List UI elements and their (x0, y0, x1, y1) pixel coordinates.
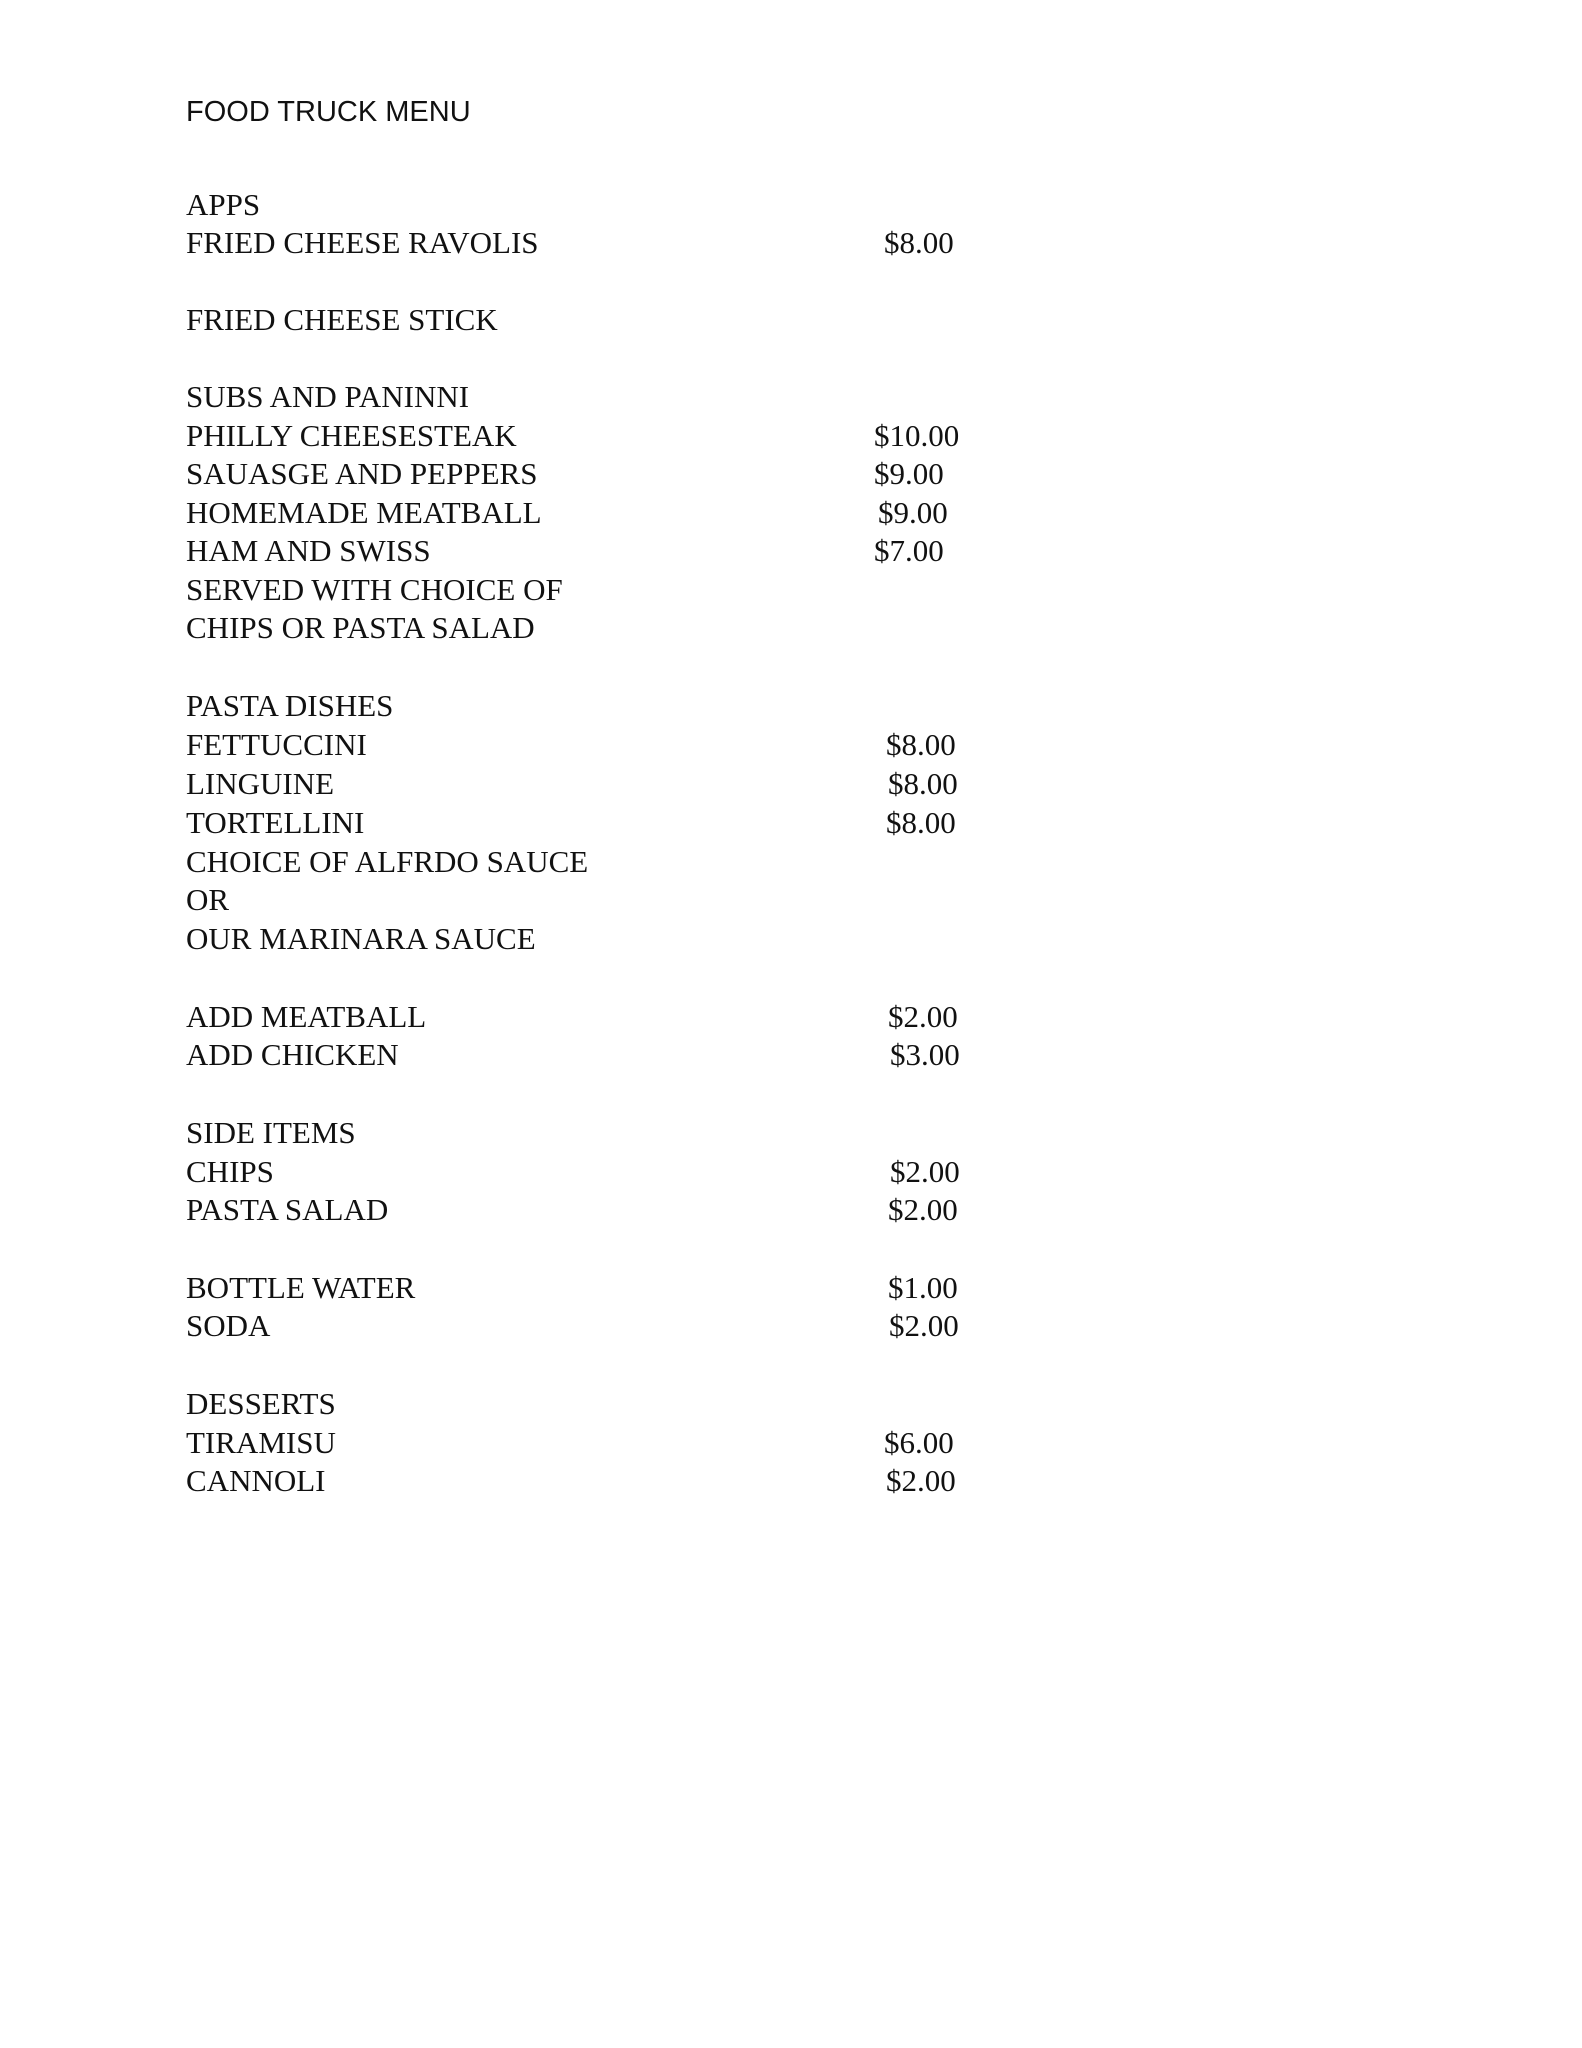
menu-item (186, 1190, 1006, 1230)
item-price: $2.00 (889, 1308, 959, 1343)
item-price: $9.00 (878, 495, 948, 530)
item-name: SODA (186, 1308, 271, 1343)
note-text: OUR MARINARA SAUCE (186, 921, 536, 956)
section-heading-pasta (186, 686, 1006, 726)
note-text: CHIPS OR PASTA SALAD (186, 610, 535, 645)
section-heading-subs (186, 377, 1006, 417)
menu-item (186, 997, 1006, 1037)
section-heading-desserts (186, 1384, 1006, 1424)
menu-item (186, 454, 1006, 494)
item-name: PASTA SALAD (186, 1192, 389, 1227)
item-name: SAUASGE AND PEPPERS (186, 456, 538, 491)
item-name: BOTTLE WATER (186, 1270, 416, 1305)
menu-item (186, 764, 1006, 804)
item-name: TIRAMISU (186, 1425, 336, 1460)
note-text: OR (186, 882, 230, 917)
item-price: $2.00 (886, 1463, 956, 1498)
item-name: CANNOLI (186, 1463, 326, 1498)
menu-item (186, 803, 1006, 843)
menu-item (186, 1152, 1006, 1192)
menu-note (186, 880, 1006, 920)
item-name: TORTELLINI (186, 805, 365, 840)
menu-item (186, 416, 1006, 456)
menu-item (186, 1306, 1006, 1346)
item-price: $8.00 (884, 225, 954, 260)
page-title: FOOD TRUCK MENU (186, 96, 471, 128)
menu-item (186, 1035, 1006, 1075)
item-price: $1.00 (888, 1270, 958, 1305)
menu-item (186, 300, 1006, 340)
menu-item (186, 493, 1006, 533)
menu-note (186, 919, 1006, 959)
item-price: $2.00 (888, 999, 958, 1034)
item-price: $8.00 (886, 805, 956, 840)
note-text: CHOICE OF ALFRDO SAUCE (186, 844, 589, 879)
item-name: LINGUINE (186, 766, 335, 801)
item-name: ADD CHICKEN (186, 1037, 399, 1072)
menu-item (186, 223, 1006, 263)
item-price: $8.00 (886, 727, 956, 762)
item-price: $6.00 (884, 1425, 954, 1460)
menu-note (186, 608, 1006, 648)
menu-item (186, 1268, 1006, 1308)
section-heading-sides (186, 1113, 1006, 1153)
menu-item (186, 531, 1006, 571)
item-price: $10.00 (874, 418, 960, 453)
menu-note (186, 570, 1006, 610)
line-label: PASTA DISHES (186, 688, 394, 723)
item-price: $9.00 (874, 456, 944, 491)
item-name: HAM AND SWISS (186, 533, 431, 568)
menu-note (186, 842, 1006, 882)
item-name: FRIED CHEESE RAVOLIS (186, 225, 539, 260)
item-price: $3.00 (890, 1037, 960, 1072)
menu-item (186, 1423, 1006, 1463)
line-label: SIDE ITEMS (186, 1115, 356, 1150)
item-name: CHIPS (186, 1154, 274, 1189)
item-price: $2.00 (888, 1192, 958, 1227)
item-name: PHILLY CHEESESTEAK (186, 418, 517, 453)
item-name: HOMEMADE MEATBALL (186, 495, 542, 530)
item-name: FETTUCCINI (186, 727, 367, 762)
item-price: $2.00 (890, 1154, 960, 1189)
item-price: $8.00 (888, 766, 958, 801)
menu-item (186, 725, 1006, 765)
item-price: $7.00 (874, 533, 944, 568)
line-label: SUBS AND PANINNI (186, 379, 470, 414)
menu-item (186, 1461, 1006, 1501)
section-heading-apps (186, 185, 1006, 225)
note-text: SERVED WITH CHOICE OF (186, 572, 563, 607)
item-name: FRIED CHEESE STICK (186, 302, 498, 337)
line-label: DESSERTS (186, 1386, 336, 1421)
item-name: ADD MEATBALL (186, 999, 427, 1034)
line-label: APPS (186, 187, 261, 222)
